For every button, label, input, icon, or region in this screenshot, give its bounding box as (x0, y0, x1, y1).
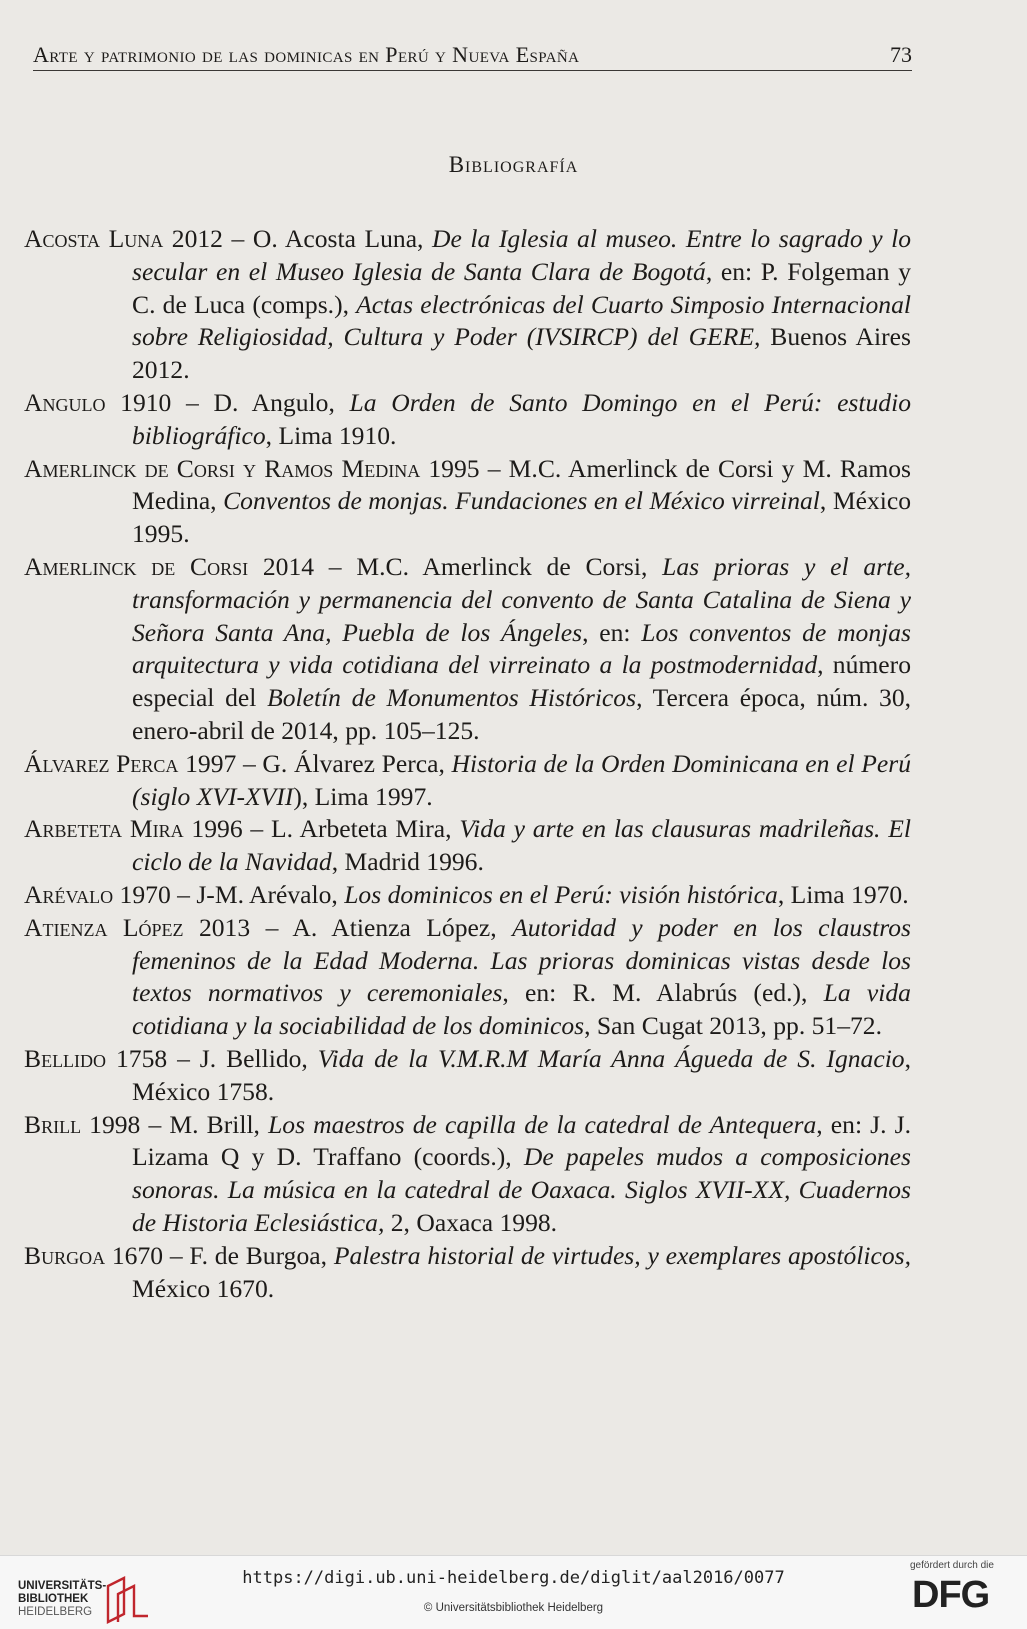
entry-text: ), Lima 1997. (293, 781, 433, 811)
entry-text: , Lima 1910. (265, 420, 397, 450)
entry-title: Actas electrónicas del Cuarto Simposio Internacional sobre Religiosidad, Cultura y Poder (IVSIRCP) del GERE, (132, 289, 911, 352)
entry-text: 1758 – J. Bellido, (106, 1043, 318, 1073)
page-number: 73 (890, 42, 912, 67)
section-title: Bibliografía (448, 152, 579, 177)
entry-title: De papeles mudos a composiciones sonoras. La música en la catedral de Oaxaca. Siglos XVII-XX, Cuadernos de Historia Eclesiástica, (132, 1142, 911, 1237)
entry-title: De la Iglesia al museo. Entre lo sagrado y lo secular en el Museo Iglesia de Santa Clara de Bogotá (132, 224, 912, 286)
funding-note: gefördert durch die (910, 1560, 994, 1571)
entry-text: 2012 – O. Acosta Luna, (163, 224, 433, 253)
entry-text: Buenos Aires 2012. (132, 322, 911, 385)
entry-title: La Orden de Santo Domingo en el Perú: estudio bibliográfico (132, 387, 911, 450)
entry-title: Vida y arte en las clausuras madrileñas. El ciclo de la Navidad (132, 814, 911, 877)
entry-author: Brill (24, 1109, 82, 1139)
entry-author: Amerlinck de Corsi (24, 551, 249, 581)
entry-text: 1670 – F. de Burgoa, (105, 1240, 334, 1270)
bibliography-entry (24, 912, 911, 1043)
entry-title: Conventos de monjas. Fundaciones en el México virreinal (223, 486, 820, 516)
dfg-wordmark: DFG (912, 1574, 990, 1616)
bibliography-entry (24, 453, 911, 551)
entry-title: Autoridad y poder en los claustros femeninos de la Edad Moderna. Las prioras dominicas vistas desde los textos normativos y ceremoniales (132, 912, 911, 1008)
bibliography-entry (24, 879, 911, 912)
entry-text: , número especial del (132, 650, 911, 713)
entry-text: , Madrid 1996. (331, 847, 484, 877)
entry-title: Historia de la Orden Dominicana en el Perú (siglo XVI-XVII (132, 748, 911, 811)
bibliography-entry (24, 1109, 911, 1240)
entry-text: , México 1758. (132, 1043, 912, 1106)
entry-title: Vida de la V.M.R.M María Anna Águeda de S. Ignacio (317, 1043, 905, 1073)
permalink-url[interactable]: https://digi.ub.uni-heidelberg.de/diglit/aal2016/0077 (242, 1568, 785, 1588)
bibliography-entry (24, 551, 911, 748)
entry-text: 1998 – M. Brill, (81, 1109, 269, 1139)
entry-author: Álvarez Perca (24, 748, 179, 778)
entry-title: Los conventos de monjas arquitectura y vida cotidiana del virreinato a la postmodernidad (132, 617, 912, 680)
entry-title: Boletín de Monumentos Históricos (267, 683, 637, 713)
copyright-notice: © Universitätsbibliothek Heidelberg (423, 1602, 604, 1614)
running-title: Arte y patrimonio de las dominicas en Perú y Nueva España (33, 42, 580, 67)
bibliography-entry (24, 748, 911, 814)
entry-title: Los maestros de capilla de la catedral de Antequera (268, 1109, 817, 1139)
entry-author: Angulo (24, 387, 106, 417)
entry-text: , en: R. M. Alabrús (ed.), (502, 978, 824, 1008)
running-head (33, 40, 912, 71)
library-name: UNIVERSITÄTS- BIBLIOTHEK HEIDELBERG (18, 1580, 107, 1618)
entry-text: México 1670. (132, 1273, 275, 1303)
entry-text: 1996 – L. Arbeteta Mira, (183, 814, 460, 844)
entry-title: Las prioras y el arte, transformación y permanencia del convento de Santa Catalina de Siena y Señora Santa Ana, Puebla de los Ángeles (132, 551, 911, 647)
entry-text: 1997 – G. Álvarez Perca, (178, 748, 452, 778)
bibliography-entry (24, 1240, 911, 1306)
bibliography-list (24, 223, 911, 1305)
entry-title: Los dominicos en el Perú: visión histórica (344, 879, 778, 909)
entry-text: , en: J. J. Lizama Q y D. Traffano (coords.), (132, 1109, 911, 1172)
bibliography-entry (24, 1043, 911, 1109)
entry-text: 2014 – M.C. Amerlinck de Corsi, (248, 551, 663, 581)
bibliography-entry (24, 223, 911, 387)
entry-author: Arbeteta Mira (24, 814, 184, 844)
dfg-logo[interactable] (910, 1560, 1020, 1622)
entry-author: Bellido (24, 1043, 107, 1073)
entry-text: , San Cugat 2013, pp. 51–72. (584, 1011, 883, 1041)
bibliography-entry (24, 813, 911, 879)
entry-text: 2, Oaxaca 1998. (384, 1207, 558, 1237)
bibliography-entry (24, 387, 911, 453)
entry-author: Arévalo (24, 879, 114, 909)
entry-text: , en: (582, 617, 642, 647)
entry-text: 1910 – D. Angulo, (105, 387, 350, 417)
entry-text: 1970 – J-M. Arévalo, (113, 879, 345, 909)
entry-author: Atienza López (24, 912, 184, 942)
entry-author: Burgoa (24, 1240, 106, 1270)
entry-title: Palestra historial de virtudes, y exemplares apostólicos, (333, 1240, 911, 1270)
entry-text: , México 1995. (132, 486, 912, 549)
entry-text: 1995 – M.C. Amerlinck de Corsi y M. Ramos Medina, (132, 453, 911, 516)
entry-author: Acosta Luna (24, 224, 164, 253)
entry-text: , Lima 1970. (777, 879, 909, 909)
entry-text: 2013 – A. Atienza López, (183, 912, 513, 942)
viewer-footer (0, 1555, 1027, 1629)
entry-text: , Tercera época, núm. 30, enero-abril de 2014, pp. 105–125. (132, 683, 912, 745)
entry-author: Amerlinck de Corsi y Ramos Medina (24, 453, 421, 483)
entry-title: La vida cotidiana y la sociabilidad de los dominicos (132, 978, 911, 1041)
entry-text: , en: P. Folgeman y C. de Luca (comps.), (132, 256, 911, 319)
